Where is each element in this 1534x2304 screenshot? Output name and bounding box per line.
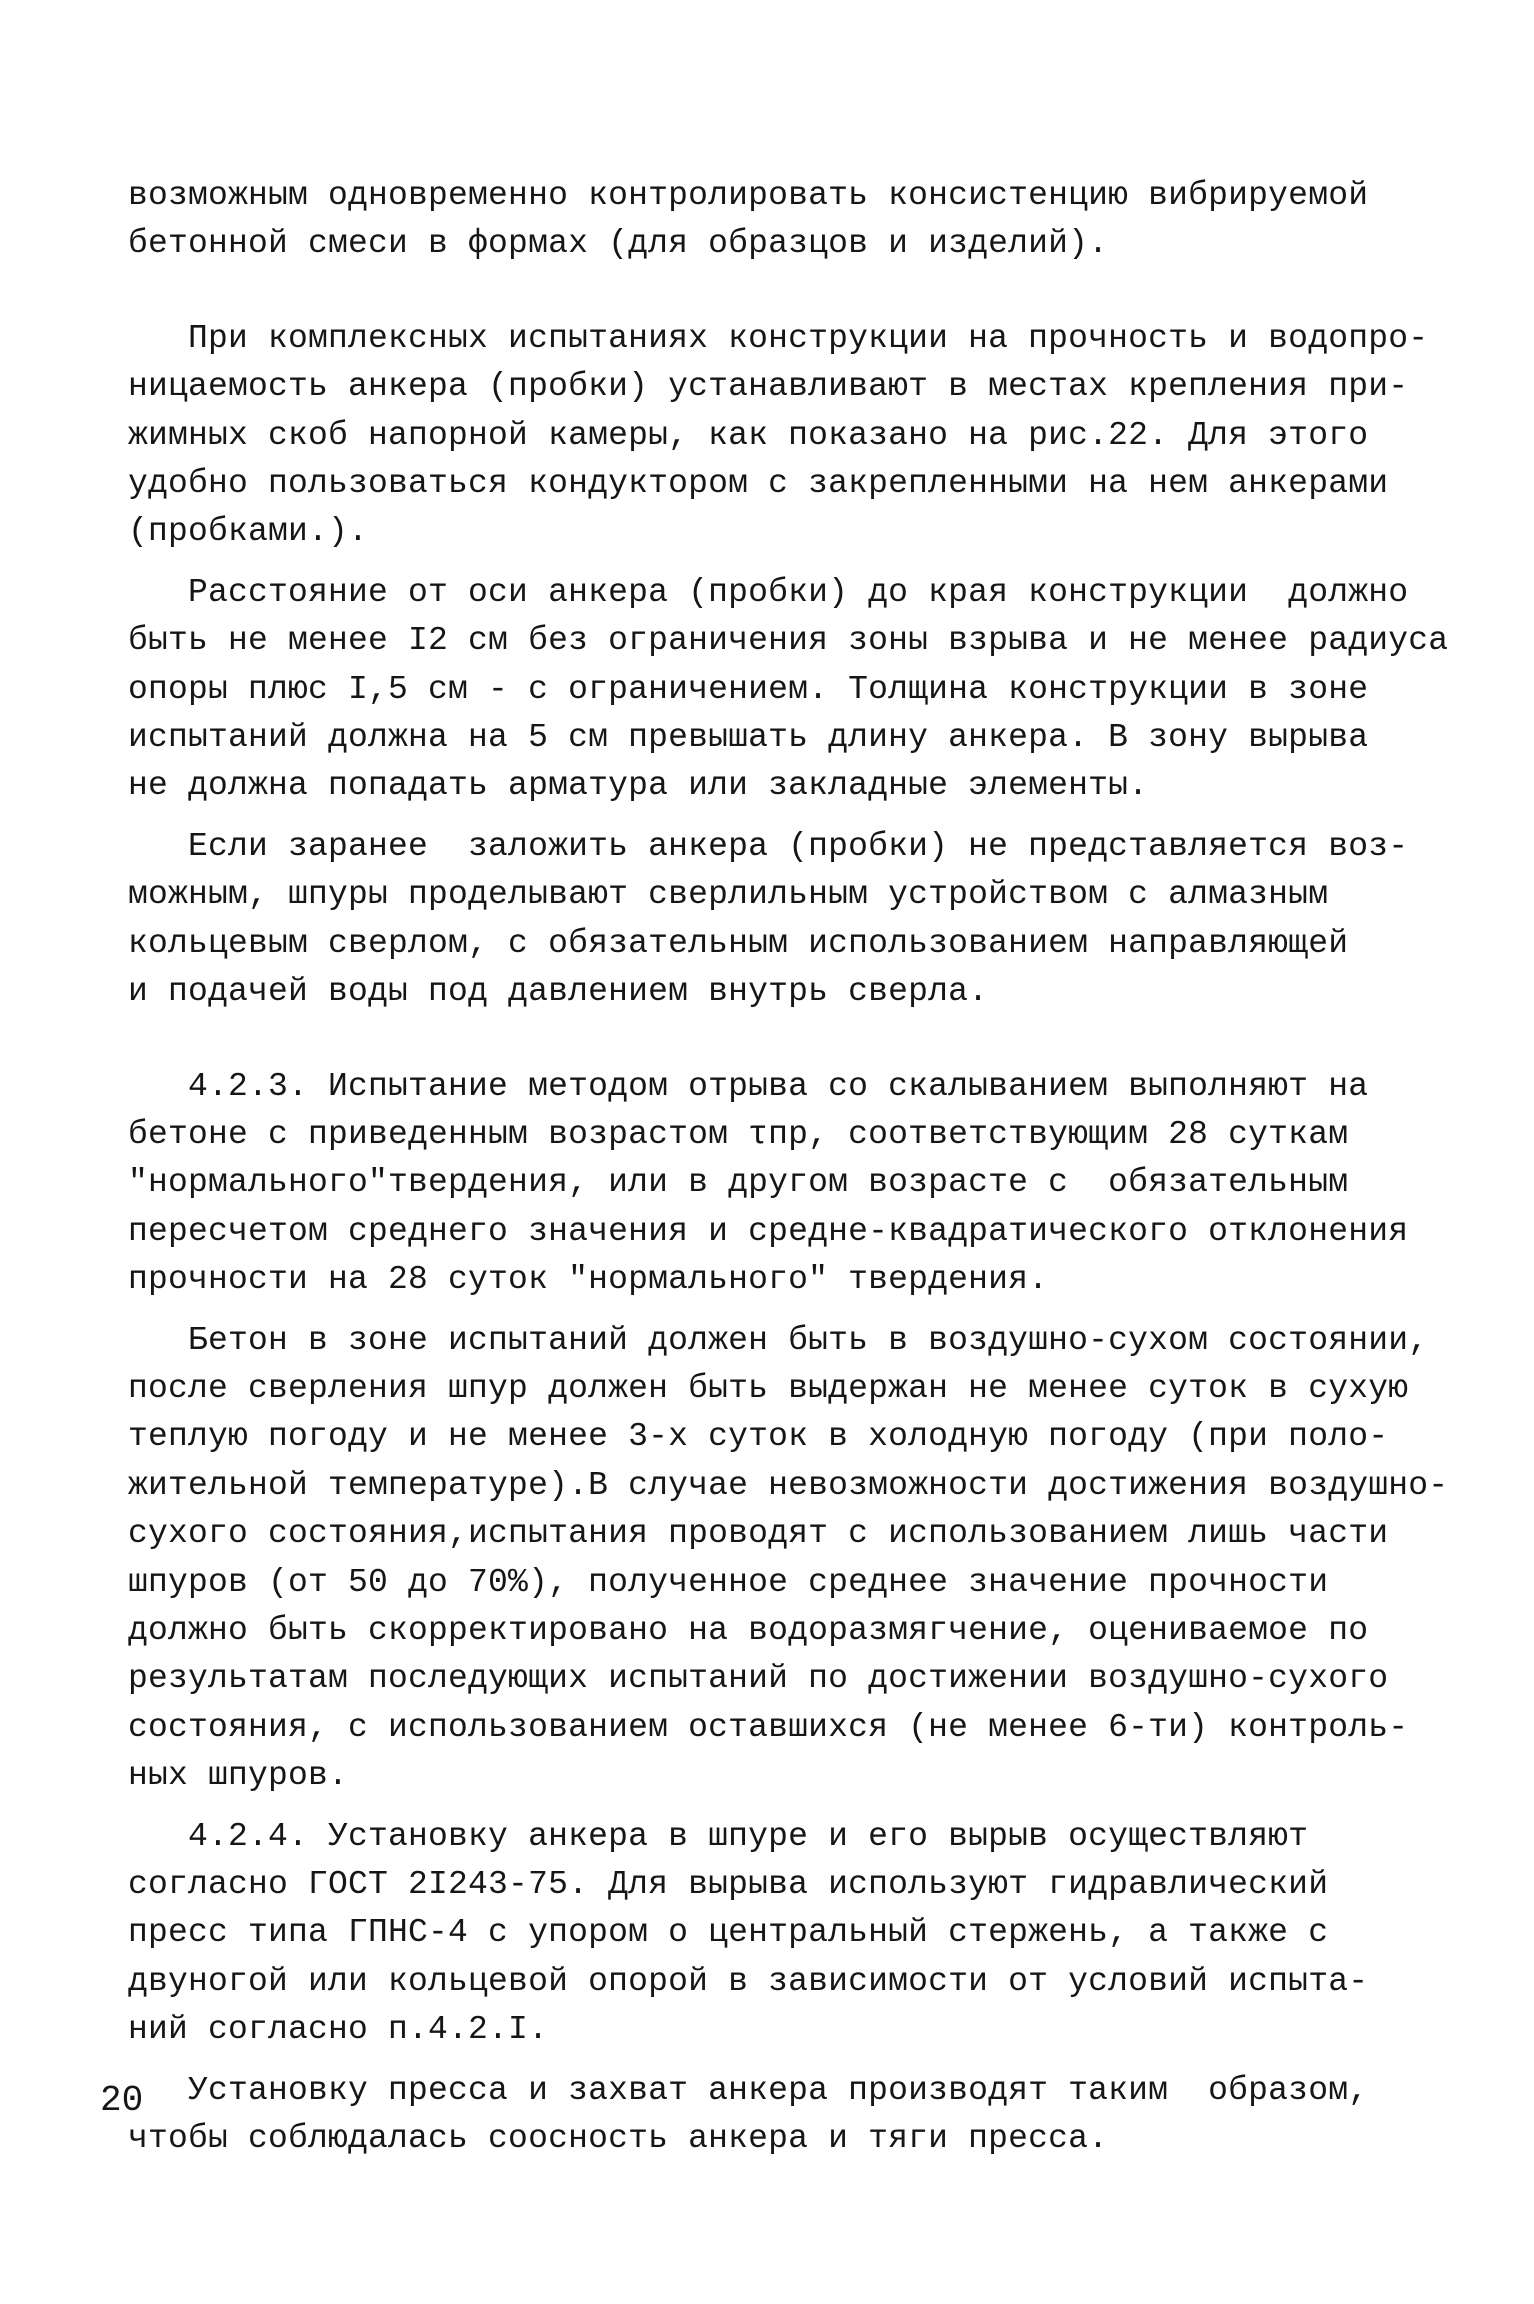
page-number: 20 [100, 2080, 144, 2121]
paragraph-section-4-2-4: 4.2.4. Установку анкера в шпуре и его вырыв осуществляют согласно ГОСТ 2I243-75. Для вырыва используют гидравлический пресс типа ГПНС-4 с упором о центральный стержень, а также с двуногой или кольцевой опорой в зависимости от условий испыта- ний согласно п.4.2.I. [128, 1817, 1369, 2049]
paragraph-continuation: возможным одновременно контролировать консистенцию вибрируемой бетонной смеси в формах (для образцов и изделий). [128, 177, 1369, 263]
paragraph-anchor-installation: При комплексных испытаниях конструкции на прочность и водопро- ницаемость анкера (пробки) устанавливают в местах крепления при- жимных скоб напорной камеры, как показано на рис.22. Для этого удобно пользоваться кондуктором с закрепленными на нем анкерами (пробками.). [128, 319, 1429, 551]
body-text [128, 172, 1468, 2163]
paragraph-press-installation: Установку пресса и захват анкера производят таким образом, чтобы соблюдалась соосность анкера и тяги пресса. [128, 2071, 1369, 2158]
paragraph-concrete-state: Бетон в зоне испытаний должен быть в воздушно-сухом состоянии, после сверления шпур должен быть выдержан не менее суток в сухую теплую погоду и не менее 3-х суток в холодную погоду (при поло- жительной температуре).В случае невозможности достижения воздушно- сухого состояния,испытания проводят с использованием лишь части шпуров (от 50 до 70%), полученное среднее значение прочности должно быть скорректировано на водоразмягчение, оцениваемое по результатам последующих испытаний по достижении воздушно-сухого состояния, с использованием оставшихся (не менее 6-ти) контроль- ных шпуров. [128, 1321, 1449, 1795]
paragraph-section-4-2-3: 4.2.3. Испытание методом отрыва со скалыванием выполняют на бетоне с приведенным возрастом τпр, соответствующим 28 суткам "нормального"твердения, или в другом возрасте с обязательным пересчетом среднего значения и средне-квадратического отклонения прочности на 28 суток "нормального" твердения. [128, 1067, 1409, 1299]
paragraph-anchor-distance: Расстояние от оси анкера (пробки) до края конструкции должно быть не менее I2 см без ограничения зоны взрыва и не менее радиуса опоры плюс I,5 см - с ограничением. Толщина конструкции в зоне испытаний должна на 5 см превышать длину анкера. В зону вырыва не должна попадать арматура или закладные элементы. [128, 573, 1449, 805]
paragraph-drilling: Если заранее заложить анкера (пробки) не представляется воз- можным, шпуры проделывают сверлильным устройством с алмазным кольцевым сверлом, с обязательным использованием направляющей и подачей воды под давлением внутрь сверла. [128, 827, 1409, 1011]
